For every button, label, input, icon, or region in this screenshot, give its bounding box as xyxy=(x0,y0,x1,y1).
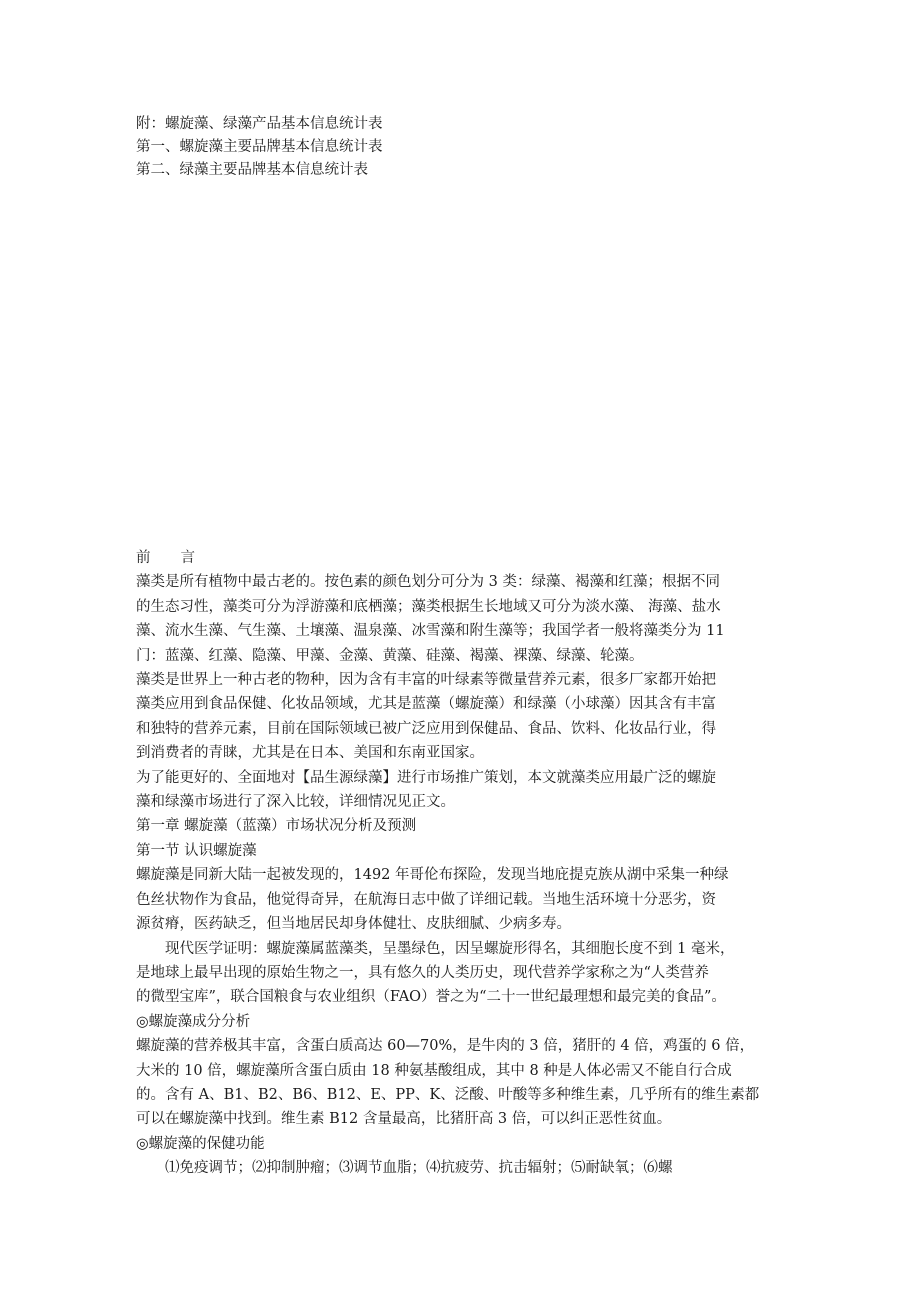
chapter-title: 第一章 螺旋藻（蓝藻）市场状况分析及预测 xyxy=(136,818,417,835)
text-line: 藻类是所有植物中最古老的。按色素的颜色划分可分为 3 类：绿藻、褐藻和红藻；根据不同 xyxy=(136,574,720,591)
text-line: 到消费者的青睐，尤其是在日本、美国和东南亚国家。 xyxy=(136,745,484,762)
preface-heading-char-2: 言 xyxy=(180,550,195,566)
appendix-list xyxy=(136,113,796,182)
text-line: ⑴免疫调节；⑵抑制肿瘤；⑶调节血脂；⑷抗疲劳、抗击辐射；⑸耐缺氧；⑹螺 xyxy=(136,1160,673,1177)
preface-paragraph-3 xyxy=(136,766,788,815)
modern-medicine-paragraph xyxy=(136,937,788,1010)
text-line: 螺旋藻是同新大陆一起被发现的，1492 年哥伦布探险，发现当地庇提克族从湖中采集一种绿 xyxy=(136,867,729,884)
text-line: 色丝状物作为食品，他觉得奇异，在航海日志中做了详细记载。当地生活环境十分恶劣，资 xyxy=(136,891,716,908)
text-line: 藻类应用到食品保健、化妆品领域，尤其是蓝藻（螺旋藻）和绿藻（小球藻）因其含有丰富 xyxy=(136,696,716,713)
text-line: 大米的 10 倍，螺旋藻所含蛋白质由 18 种氨基酸组成，其中 8 种是人体必需又不能自行合成 xyxy=(136,1062,732,1079)
preface-paragraph-2 xyxy=(136,668,788,766)
text-line: 藻和绿藻市场进行了深入比较，详细情况见正文。 xyxy=(136,794,455,811)
text-line: 为了能更好的、全面地对【品生源绿藻】进行市场推广策划，本文就藻类应用最广泛的螺旋 xyxy=(136,769,716,786)
appendix-title: 附：螺旋藻、绿藻产品基本信息统计表 xyxy=(136,116,383,132)
ingredients-paragraph xyxy=(136,1034,788,1132)
text-line: 和独特的营养元素，目前在国际领域已被广泛应用到保健品、食品、饮料、化妆品行业，得 xyxy=(136,720,716,737)
text-line: 源贫瘠，医药缺乏，但当地居民却身体健壮、皮肤细腻、少病多寿。 xyxy=(136,916,571,933)
text-line: 门：蓝藻、红藻、隐藻、甲藻、金藻、黄藻、硅藻、褐藻、裸藻、绿藻、轮藻。 xyxy=(136,647,644,664)
health-functions-heading: ◎螺旋藻的保健功能 xyxy=(136,1135,265,1152)
text-line: 是地球上最早出现的原始生物之一，具有悠久的人类历史，现代营养学家称之为“人类营养 xyxy=(136,964,709,981)
appendix-item-spirulina: 第一、螺旋藻主要品牌基本信息统计表 xyxy=(136,139,383,155)
appendix-item-chlorella: 第二、绿藻主要品牌基本信息统计表 xyxy=(136,162,368,178)
ingredients-heading: ◎螺旋藻成分分析 xyxy=(136,1013,251,1030)
text-line: 螺旋藻的营养极其丰富，含蛋白质高达 60—70%，是牛肉的 3 倍，猪肝的 4 倍，鸡蛋的 6 倍， xyxy=(136,1038,755,1055)
preface-heading-char-1: 前 xyxy=(136,550,151,566)
document-body xyxy=(136,546,788,1181)
text-line: 现代医学证明：螺旋藻属蓝藻类，呈墨绿色，因呈螺旋形得名，其细胞长度不到 1 毫米， xyxy=(136,940,735,957)
text-line: 藻、流水生藻、气生藻、土壤藻、温泉藻、冰雪藻和附生藻等；我国学者一般将藻类分为 11 xyxy=(136,623,725,640)
text-line: 藻类是世界上一种古老的物种，因为含有丰富的叶绿素等微量营养元素，很多厂家都开始把 xyxy=(136,672,716,689)
text-line: 的微型宝库”，联合国粮食与农业组织（FAO）誉之为“二十一世纪最理想和最完美的食品”。 xyxy=(136,989,726,1006)
text-line: 的生态习性，藻类可分为浮游藻和底栖藻；藻类根据生长地域又可分为淡水藻、 海藻、盐水 xyxy=(136,598,721,615)
history-paragraph xyxy=(136,863,788,936)
section-title: 第一节 认识螺旋藻 xyxy=(136,842,257,859)
health-functions-paragraph xyxy=(136,1156,788,1180)
text-line: 的。含有 A、B1、B2、B6、B12、E、PP、K、泛酸、叶酸等多种维生素，几乎所有的维生素都 xyxy=(136,1086,760,1103)
text-line: 可以在螺旋藻中找到。维生素 B12 含量最高，比猪肝高 3 倍，可以纠正恶性贫血。 xyxy=(136,1111,672,1128)
preface-paragraph-1 xyxy=(136,570,788,668)
preface-heading xyxy=(136,546,788,570)
